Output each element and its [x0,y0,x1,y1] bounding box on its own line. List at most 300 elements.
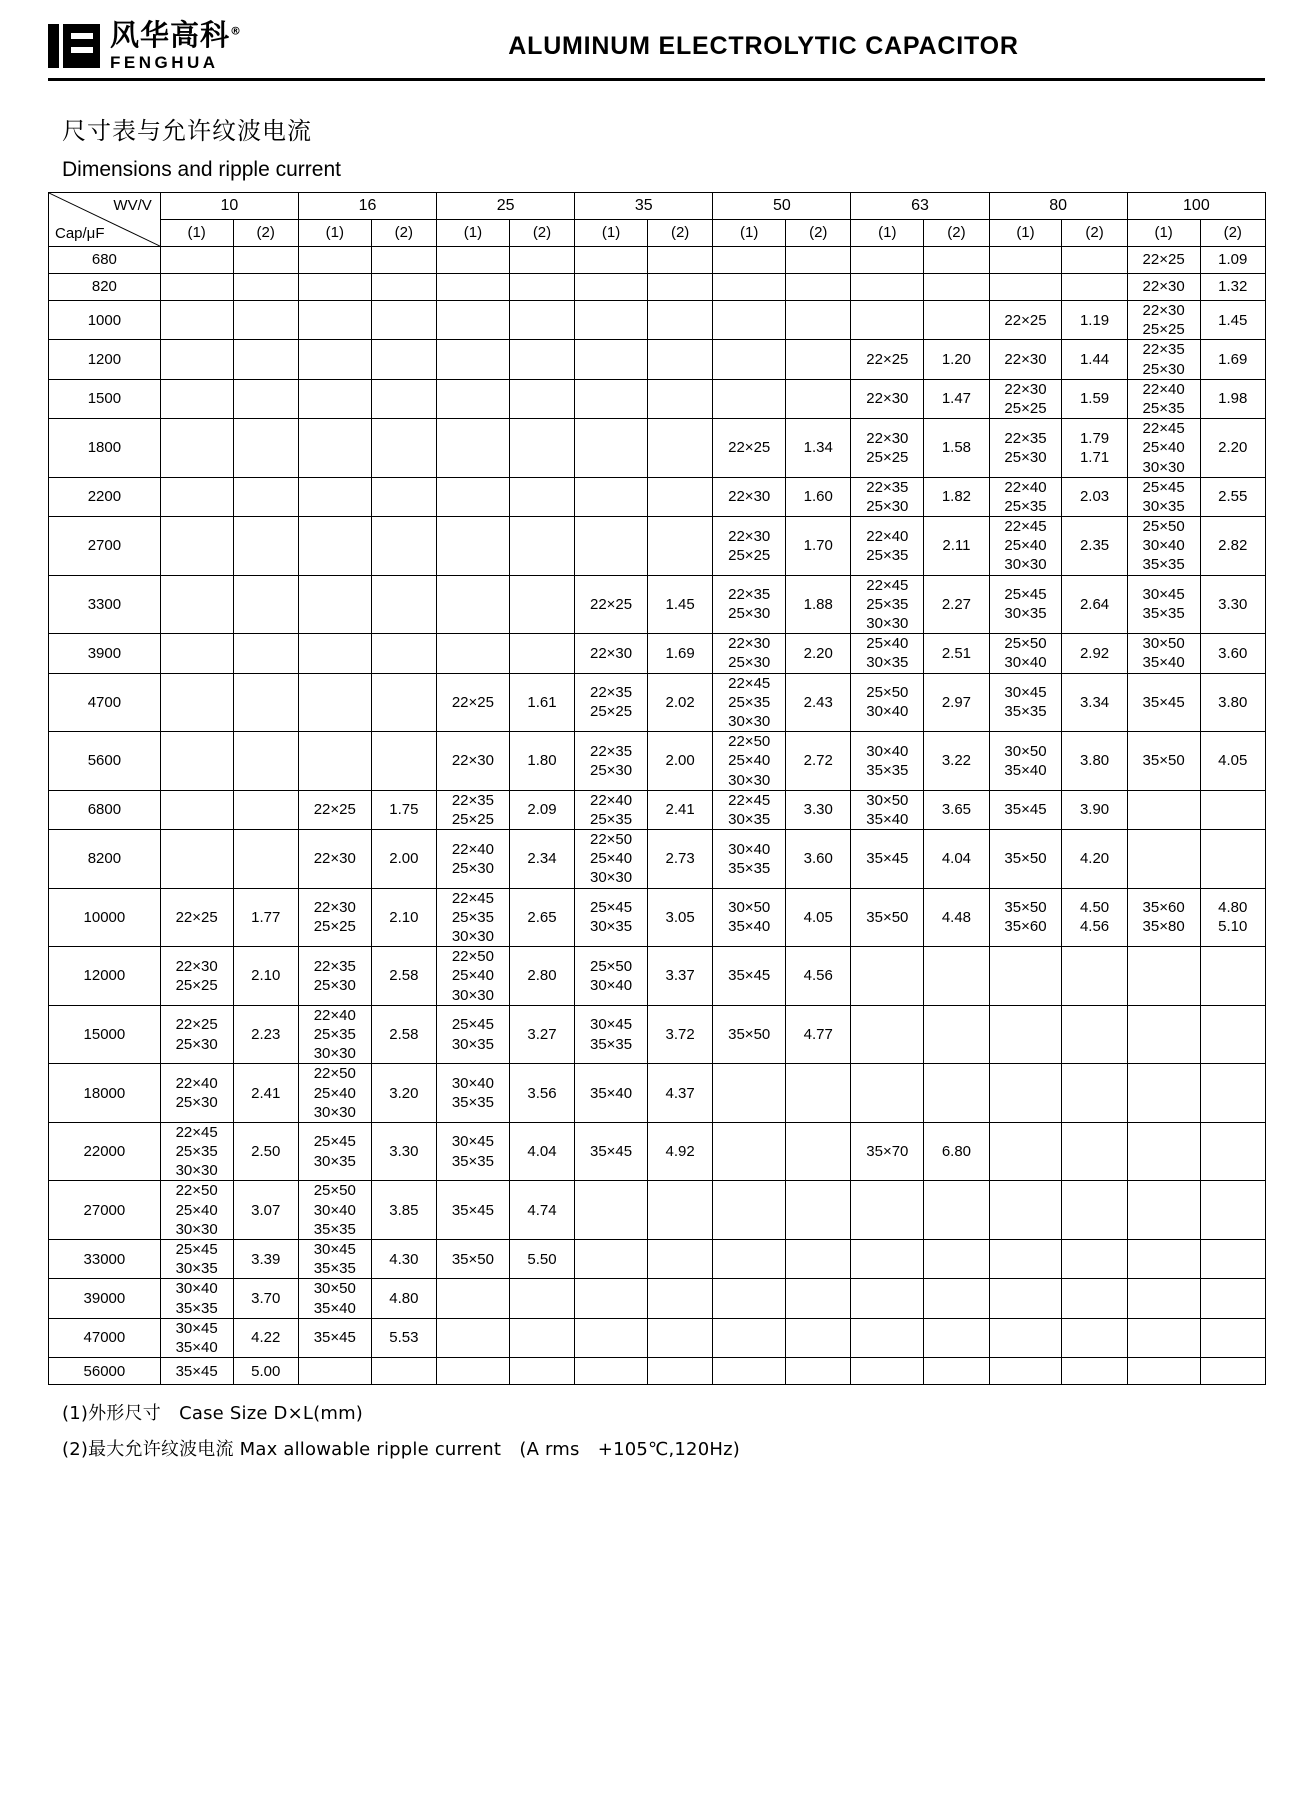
cell-50v-size [713,301,786,340]
cell-63v-ripple: 1.82 [924,477,989,516]
cell-16v-ripple: 2.58 [371,1005,436,1064]
cell-100v-ripple [1200,790,1266,829]
cell-80v-size [989,1318,1062,1357]
cell-80v-size [989,947,1062,1006]
cell-50v-ripple: 2.20 [786,634,851,673]
capacitance-value: 12000 [49,947,161,1006]
cell-63v-size [851,1358,924,1385]
cell-35v-ripple [647,247,712,274]
table-row [49,830,1266,889]
cell-10v-size [160,673,233,732]
cell-25v-size: 22×25 [437,673,510,732]
cell-100v-size [1127,1318,1200,1357]
capacitance-value: 10000 [49,888,161,947]
capacitance-value: 2200 [49,477,161,516]
cell-10v-ripple [233,830,298,889]
cell-63v-size [851,1240,924,1279]
cell-10v-ripple: 2.41 [233,1064,298,1123]
cell-35v-size [575,340,648,379]
cell-25v-ripple [509,1318,574,1357]
cell-16v-ripple: 2.58 [371,947,436,1006]
cell-100v-ripple: 2.20 [1200,419,1266,478]
cell-10v-ripple [233,790,298,829]
cell-25v-size: 22×45 25×35 30×30 [437,888,510,947]
cell-25v-size: 22×50 25×40 30×30 [437,947,510,1006]
cell-63v-ripple: 3.22 [924,732,989,791]
cell-16v-size: 25×45 30×35 [298,1122,371,1181]
cell-100v-ripple [1200,1122,1266,1181]
cell-100v-size [1127,947,1200,1006]
cell-50v-ripple [786,379,851,418]
table-row [49,301,1266,340]
cell-80v-size: 25×50 30×40 [989,634,1062,673]
cell-50v-size [713,1181,786,1240]
cell-50v-ripple [786,1279,851,1318]
cell-35v-size [575,1240,648,1279]
cell-16v-ripple [371,634,436,673]
cell-80v-size: 25×45 30×35 [989,575,1062,634]
cell-80v-ripple: 2.92 [1062,634,1127,673]
cell-25v-ripple [509,1279,574,1318]
cell-80v-ripple: 1.19 [1062,301,1127,340]
cell-100v-ripple: 4.80 5.10 [1200,888,1266,947]
cell-100v-ripple: 1.45 [1200,301,1266,340]
cell-16v-size: 22×40 25×35 30×30 [298,1005,371,1064]
cell-16v-ripple: 3.85 [371,1181,436,1240]
brand-name-en: FENGHUA [110,53,219,72]
cell-63v-ripple: 4.04 [924,830,989,889]
capacitance-value: 15000 [49,1005,161,1064]
cell-16v-ripple: 5.53 [371,1318,436,1357]
cell-10v-ripple [233,419,298,478]
capacitance-value: 8200 [49,830,161,889]
cell-10v-ripple [233,301,298,340]
cell-63v-ripple [924,1181,989,1240]
brand-logo [48,18,243,72]
cell-50v-ripple: 4.77 [786,1005,851,1064]
cell-35v-ripple: 4.92 [647,1122,712,1181]
cell-16v-size [298,301,371,340]
cell-50v-size: 22×45 25×35 30×30 [713,673,786,732]
cell-80v-ripple [1062,247,1127,274]
cell-80v-size: 22×35 25×30 [989,419,1062,478]
cell-63v-ripple [924,1358,989,1385]
cell-10v-size: 22×40 25×30 [160,1064,233,1123]
cell-80v-ripple: 2.03 [1062,477,1127,516]
cell-10v-size [160,634,233,673]
cell-50v-size: 30×50 35×40 [713,888,786,947]
cell-10v-size [160,517,233,576]
cell-16v-size: 22×25 [298,790,371,829]
cell-100v-size [1127,1005,1200,1064]
capacitance-value: 5600 [49,732,161,791]
cell-10v-ripple: 3.39 [233,1240,298,1279]
sub-header-50-ripple: (2) [786,220,851,247]
cell-35v-ripple [647,379,712,418]
cell-63v-ripple: 2.11 [924,517,989,576]
cell-63v-ripple: 6.80 [924,1122,989,1181]
cell-50v-ripple: 2.72 [786,732,851,791]
cell-80v-size [989,1005,1062,1064]
cell-80v-ripple [1062,1318,1127,1357]
cell-16v-ripple [371,575,436,634]
cell-50v-size: 35×50 [713,1005,786,1064]
cell-35v-ripple [647,477,712,516]
cell-50v-size [713,1318,786,1357]
header-label-capacitance: Cap/μF [55,224,105,242]
cell-16v-size [298,274,371,301]
cell-63v-size [851,947,924,1006]
capacitance-value: 1800 [49,419,161,478]
section-title-en: Dimensions and ripple current [62,158,341,181]
cell-50v-size [713,1064,786,1123]
cell-63v-size: 35×70 [851,1122,924,1181]
cell-35v-ripple [647,1181,712,1240]
section-title-cn: 尺寸表与允许纹波电流 [62,117,312,145]
cell-16v-ripple: 2.00 [371,830,436,889]
cell-100v-size: 22×30 [1127,274,1200,301]
cell-50v-ripple: 1.70 [786,517,851,576]
capacitance-value: 39000 [49,1279,161,1318]
table-row [49,274,1266,301]
cell-16v-size [298,1358,371,1385]
cell-63v-size: 25×40 30×35 [851,634,924,673]
cell-100v-size: 22×40 25×35 [1127,379,1200,418]
cell-35v-ripple: 3.72 [647,1005,712,1064]
voltage-header-row [49,193,1266,220]
cell-10v-ripple: 3.70 [233,1279,298,1318]
cell-63v-size: 22×30 [851,379,924,418]
cell-10v-size [160,477,233,516]
cell-16v-size [298,732,371,791]
voltage-header-35: 35 [575,193,713,220]
cell-100v-ripple [1200,1358,1266,1385]
cell-25v-size: 35×45 [437,1181,510,1240]
cell-16v-size: 22×50 25×40 30×30 [298,1064,371,1123]
sub-header-16-ripple: (2) [371,220,436,247]
cell-35v-size: 22×35 25×25 [575,673,648,732]
voltage-header-63: 63 [851,193,989,220]
cell-10v-size: 22×50 25×40 30×30 [160,1181,233,1240]
cell-50v-ripple [786,340,851,379]
cell-63v-ripple: 2.27 [924,575,989,634]
cell-16v-ripple: 3.20 [371,1064,436,1123]
cell-10v-ripple [233,340,298,379]
capacitance-value: 22000 [49,1122,161,1181]
cell-25v-ripple [509,517,574,576]
cell-25v-ripple: 2.09 [509,790,574,829]
cell-25v-ripple [509,301,574,340]
cell-35v-size [575,247,648,274]
cell-50v-ripple [786,274,851,301]
cell-80v-size [989,1240,1062,1279]
table-row [49,888,1266,947]
cell-50v-size [713,274,786,301]
cell-80v-size: 30×45 35×35 [989,673,1062,732]
table-row [49,517,1266,576]
cell-100v-size [1127,830,1200,889]
cell-25v-size [437,477,510,516]
voltage-header-50: 50 [713,193,851,220]
cell-50v-ripple [786,1358,851,1385]
cell-35v-size: 35×45 [575,1122,648,1181]
table-row [49,673,1266,732]
cell-16v-size: 22×30 [298,830,371,889]
cell-35v-size [575,1181,648,1240]
cell-10v-size: 22×45 25×35 30×30 [160,1122,233,1181]
cell-63v-size: 25×50 30×40 [851,673,924,732]
cell-100v-size [1127,1181,1200,1240]
cell-25v-ripple: 5.50 [509,1240,574,1279]
cell-100v-size [1127,1064,1200,1123]
cell-50v-ripple: 2.43 [786,673,851,732]
cell-50v-ripple: 3.30 [786,790,851,829]
cell-100v-ripple: 2.82 [1200,517,1266,576]
cell-16v-ripple [371,477,436,516]
cell-100v-size [1127,790,1200,829]
table-row [49,340,1266,379]
cell-16v-ripple [371,301,436,340]
cell-50v-size [713,1122,786,1181]
cell-35v-size [575,379,648,418]
cell-16v-size: 30×50 35×40 [298,1279,371,1318]
cell-100v-size: 22×30 25×25 [1127,301,1200,340]
footnote-1: (1)外形尺寸 Case Size D×L(mm) [62,1403,364,1425]
cell-80v-ripple [1062,1181,1127,1240]
page-header [0,0,1313,74]
cell-10v-size [160,340,233,379]
cell-35v-size: 22×50 25×40 30×30 [575,830,648,889]
cell-80v-ripple: 4.50 4.56 [1062,888,1127,947]
cell-80v-ripple [1062,1279,1127,1318]
registered-mark: ® [230,24,243,38]
cell-63v-ripple [924,247,989,274]
cell-25v-size [437,634,510,673]
cell-50v-size [713,340,786,379]
cell-80v-ripple: 3.34 [1062,673,1127,732]
capacitance-value: 3300 [49,575,161,634]
cell-16v-size [298,419,371,478]
cell-25v-size: 25×45 30×35 [437,1005,510,1064]
cell-35v-ripple [647,1240,712,1279]
cell-25v-ripple [509,1358,574,1385]
cell-80v-ripple: 3.90 [1062,790,1127,829]
cell-35v-size [575,274,648,301]
cell-35v-size [575,1279,648,1318]
table-row [49,1279,1266,1318]
cell-16v-size: 25×50 30×40 35×35 [298,1181,371,1240]
cell-63v-size: 22×45 25×35 30×30 [851,575,924,634]
cell-80v-size [989,1064,1062,1123]
cell-80v-size [989,1181,1062,1240]
cell-80v-size: 22×30 [989,340,1062,379]
cell-63v-ripple: 3.65 [924,790,989,829]
cell-100v-size [1127,1122,1200,1181]
cell-100v-size: 35×50 [1127,732,1200,791]
capacitance-value: 4700 [49,673,161,732]
cell-63v-size [851,247,924,274]
cell-10v-ripple [233,379,298,418]
cell-80v-size: 35×50 35×60 [989,888,1062,947]
cell-35v-size [575,301,648,340]
table-row [49,947,1266,1006]
cell-10v-size [160,301,233,340]
cell-100v-size: 25×50 30×40 35×35 [1127,517,1200,576]
cell-25v-size [437,274,510,301]
cell-50v-size: 22×35 25×30 [713,575,786,634]
cell-10v-size: 22×30 25×25 [160,947,233,1006]
capacitance-value: 680 [49,247,161,274]
cell-100v-ripple [1200,1318,1266,1357]
cell-25v-ripple: 3.56 [509,1064,574,1123]
cell-63v-ripple: 1.47 [924,379,989,418]
cell-100v-size: 30×45 35×35 [1127,575,1200,634]
cell-25v-ripple [509,634,574,673]
cell-63v-ripple [924,947,989,1006]
cell-25v-size [437,247,510,274]
cell-25v-size [437,1358,510,1385]
cell-80v-ripple: 2.64 [1062,575,1127,634]
cell-63v-ripple [924,1240,989,1279]
voltage-header-25: 25 [437,193,575,220]
cell-10v-ripple: 4.22 [233,1318,298,1357]
cell-50v-size: 30×40 35×35 [713,830,786,889]
cell-63v-size: 22×25 [851,340,924,379]
capacitance-value: 1200 [49,340,161,379]
cell-63v-ripple [924,1005,989,1064]
cell-50v-ripple: 3.60 [786,830,851,889]
cell-25v-size: 22×35 25×25 [437,790,510,829]
sub-header-100-size: (1) [1127,220,1200,247]
cell-25v-ripple [509,379,574,418]
cell-25v-size [437,301,510,340]
sub-header-25-size: (1) [437,220,510,247]
capacitance-value: 6800 [49,790,161,829]
cell-63v-size [851,274,924,301]
cell-16v-ripple [371,340,436,379]
cell-35v-size [575,477,648,516]
cell-16v-size [298,673,371,732]
cell-35v-ripple: 2.00 [647,732,712,791]
capacitance-value: 820 [49,274,161,301]
cell-50v-size [713,379,786,418]
cell-10v-size: 25×45 30×35 [160,1240,233,1279]
table-row [49,1122,1266,1181]
cell-16v-ripple [371,517,436,576]
sub-header-35-size: (1) [575,220,648,247]
cell-16v-ripple: 3.30 [371,1122,436,1181]
cell-50v-size: 35×45 [713,947,786,1006]
cell-10v-size: 22×25 25×30 [160,1005,233,1064]
cell-25v-size [437,340,510,379]
cell-50v-ripple [786,301,851,340]
cell-80v-size [989,1358,1062,1385]
cell-25v-size [437,379,510,418]
capacitance-value: 3900 [49,634,161,673]
cell-25v-ripple: 4.04 [509,1122,574,1181]
cell-80v-ripple [1062,274,1127,301]
cell-50v-size [713,1358,786,1385]
cell-100v-size: 30×50 35×40 [1127,634,1200,673]
cell-16v-size: 30×45 35×35 [298,1240,371,1279]
cell-50v-size [713,1279,786,1318]
cell-80v-ripple: 1.59 [1062,379,1127,418]
cell-10v-ripple: 2.23 [233,1005,298,1064]
cell-63v-ripple [924,274,989,301]
capacitance-value: 47000 [49,1318,161,1357]
document-title: ALUMINUM ELECTROLYTIC CAPACITOR [508,31,1019,60]
voltage-header-16: 16 [298,193,436,220]
cell-25v-ripple [509,419,574,478]
sub-header-100-ripple: (2) [1200,220,1266,247]
cell-100v-size [1127,1240,1200,1279]
cell-35v-size: 22×25 [575,575,648,634]
cell-25v-size [437,1318,510,1357]
table-head [49,193,1266,247]
table-row [49,419,1266,478]
cell-10v-ripple [233,477,298,516]
sub-header-16-size: (1) [298,220,371,247]
cell-10v-size [160,732,233,791]
capacitance-value: 1000 [49,301,161,340]
voltage-header-10: 10 [160,193,298,220]
cell-16v-size [298,517,371,576]
capacitance-value: 27000 [49,1181,161,1240]
cell-35v-ripple [647,301,712,340]
cell-10v-ripple: 2.10 [233,947,298,1006]
cell-25v-size: 22×40 25×30 [437,830,510,889]
cell-35v-size [575,419,648,478]
table-row [49,1240,1266,1279]
cell-63v-size: 35×50 [851,888,924,947]
cell-50v-ripple [786,1240,851,1279]
cell-50v-ripple [786,1064,851,1123]
cell-35v-ripple: 1.69 [647,634,712,673]
cell-50v-ripple: 1.88 [786,575,851,634]
header-label-voltage: WV/V [113,197,152,214]
cell-10v-ripple: 1.77 [233,888,298,947]
cell-80v-size [989,1279,1062,1318]
table-row [49,1181,1266,1240]
cell-80v-size [989,274,1062,301]
cell-50v-size: 22×30 25×25 [713,517,786,576]
cell-16v-size: 35×45 [298,1318,371,1357]
brand-name-cn: 风华高科® [110,18,243,52]
cell-63v-size [851,301,924,340]
cell-100v-size: 22×25 [1127,247,1200,274]
cell-35v-ripple [647,274,712,301]
cell-63v-ripple [924,301,989,340]
cell-25v-size: 35×50 [437,1240,510,1279]
cell-50v-ripple [786,1181,851,1240]
cell-80v-size: 30×50 35×40 [989,732,1062,791]
cell-25v-ripple: 2.65 [509,888,574,947]
cell-10v-ripple: 5.00 [233,1358,298,1385]
sub-header-35-ripple: (2) [647,220,712,247]
sub-header-80-ripple: (2) [1062,220,1127,247]
cell-63v-size: 35×45 [851,830,924,889]
cell-25v-size [437,575,510,634]
cell-100v-ripple: 1.32 [1200,274,1266,301]
cell-16v-size [298,340,371,379]
sub-header-63-ripple: (2) [924,220,989,247]
sub-header-10-ripple: (2) [233,220,298,247]
cell-10v-size: 35×45 [160,1358,233,1385]
cell-35v-size: 22×35 25×30 [575,732,648,791]
cell-25v-ripple [509,340,574,379]
sub-header-63-size: (1) [851,220,924,247]
cell-100v-size: 35×60 35×80 [1127,888,1200,947]
